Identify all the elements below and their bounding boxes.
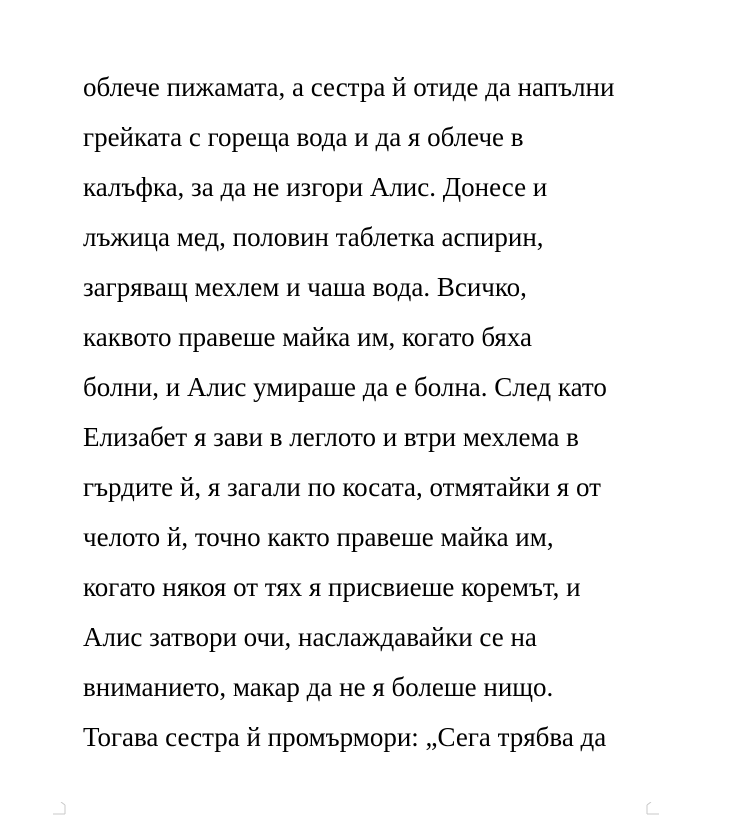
- text-line: вниманието, макар да не я болеше нищо.: [83, 672, 554, 702]
- text-line: грейката с гореща вода и да я облече в: [83, 122, 524, 152]
- page-corner-mark-left-icon: [52, 802, 66, 815]
- text-line: облече пижамата, а сестра й отиде да напълни: [83, 72, 615, 102]
- text-line: болни, и Алис умираше да е болна. След като: [83, 372, 607, 402]
- text-line: гърдите й, я загали по косата, отмятайки я от: [83, 472, 601, 502]
- text-line: калъфка, за да не изгори Алис. Донесе и: [83, 172, 548, 202]
- text-line: когато някоя от тях я присвиеше коремът, и: [83, 572, 581, 602]
- page-corner-mark-right-icon: [646, 802, 660, 815]
- text-line: Алис затвори очи, наслаждавайки се на: [83, 622, 537, 652]
- text-line: челото й, точно както правеше майка им,: [83, 522, 554, 552]
- text-line: Тогава сестра й промърмори: „Сега трябва да: [83, 722, 607, 752]
- text-line: загряващ мехлем и чаша вода. Всичко,: [83, 272, 527, 302]
- text-line: Елизабет я зави в леглото и втри мехлема в: [83, 422, 579, 452]
- body-paragraph: [83, 62, 633, 762]
- text-line: лъжица мед, половин таблетка аспирин,: [83, 222, 544, 252]
- text-line: каквото правеше майка им, когато бяха: [83, 322, 532, 352]
